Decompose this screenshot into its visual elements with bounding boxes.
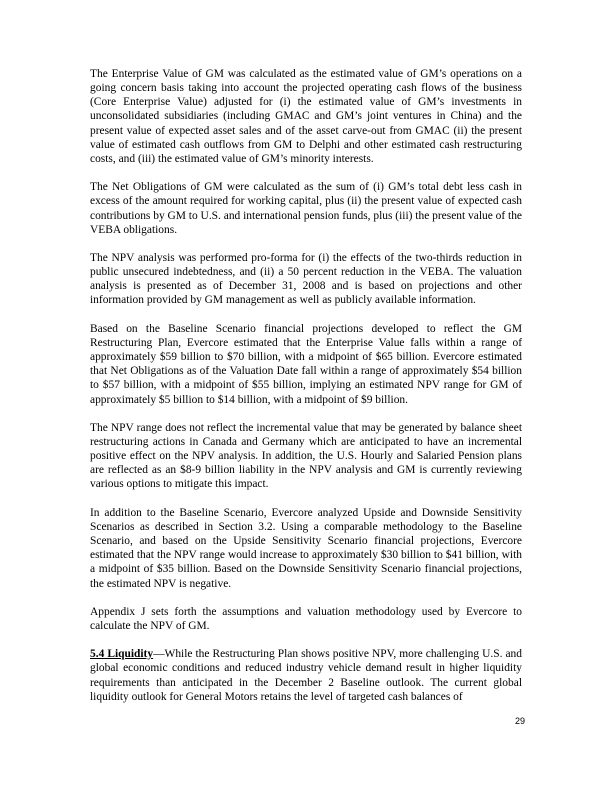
paragraph-baseline-scenario: Based on the Baseline Scenario financial projections developed to reflect the GM Restructuring Plan, Evercore estimated that the Enterprise Value falls within a range of approximately $59 billion to $70 billion, with a midpoint of $65 billion. Evercore estimated that Net Obligations as of the Valuation Date fall within a range of approximately $54 billion to $57 billion, with a midpoint of $55 billion, implying an estimated NPV range for GM of approximately $5 billion to $14 billion, with a midpoint of $9 billion. <box>90 322 522 406</box>
paragraph-sensitivity-scenarios: In addition to the Baseline Scenario, Evercore analyzed Upside and Downside Sensitivity Scenarios as described in Section 3.2. Using a comparable methodology to the Baseline Scenario, and based on the Upside Sensitivity Scenario financial projections, Evercore estimated that the NPV range would increase to approximately $30 billion to $41 billion, with a midpoint of $35 billion. Based on the Downside Sensitivity Scenario financial projections, the estimated NPV is negative. <box>90 506 522 590</box>
paragraph-liquidity <box>90 647 522 704</box>
paragraph-npv-range: The NPV range does not reflect the incremental value that may be generated by balance sheet restructuring actions in Canada and Germany which are anticipated to have an incremental positive effect on the NPV analysis. In addition, the U.S. Hourly and Salaried Pension plans are reflected as an $8-9 billion liability in the NPV analysis and GM is currently reviewing various options to mitigate this impact. <box>90 421 522 491</box>
paragraph-appendix-j: Appendix J sets forth the assumptions and valuation methodology used by Evercore to calculate the NPV of GM. <box>90 605 522 632</box>
page-number: 29 <box>514 716 525 726</box>
paragraph-net-obligations: The Net Obligations of GM were calculated as the sum of (i) GM’s total debt less cash in excess of the amount required for working capital, plus (ii) the present value of expected cash contributions by GM to U.S. and international pension funds, plus (iii) the present value of the VEBA obligations. <box>90 181 523 236</box>
paragraph-npv-analysis: The NPV analysis was performed pro-forma for (i) the effects of the two-thirds reduction in public unsecured indebtedness, and (ii) a 50 percent reduction in the VEBA. The valuation analysis is presented as of December 31, 2008 and is based on projections and other information provided by GM management as well as publicly available information. <box>90 252 522 307</box>
paragraph-enterprise-value: The Enterprise Value of GM was calculated as the estimated value of GM’s operations on a going concern basis taking into account the projected operating cash flows of the business (Core Enterprise Value) adjusted for (i) the estimated value of GM’s investments in unconsolidated subsidiaries (including GMAC and GM’s joint ventures in China) and the present value of expected asset sales and of the asset carve-out from GMAC (ii) the present value of estimated cash outflows from GM to Delphi and other estimated cash restructuring costs, and (iii) the estimated value of GM’s minority interests. <box>90 68 522 165</box>
liquidity-body-text: —While the Restructuring Plan shows positive NPV, more challenging U.S. and global economic conditions and reduced industry vehicle demand result in higher liquidity requirements than anticipated in the December 2 Baseline outlook. The current global liquidity outlook for General Motors retains the level of targeted cash balances of <box>90 648 522 703</box>
section-heading-liquidity: 5.4 Liquidity <box>90 648 154 661</box>
page-body <box>90 67 522 718</box>
